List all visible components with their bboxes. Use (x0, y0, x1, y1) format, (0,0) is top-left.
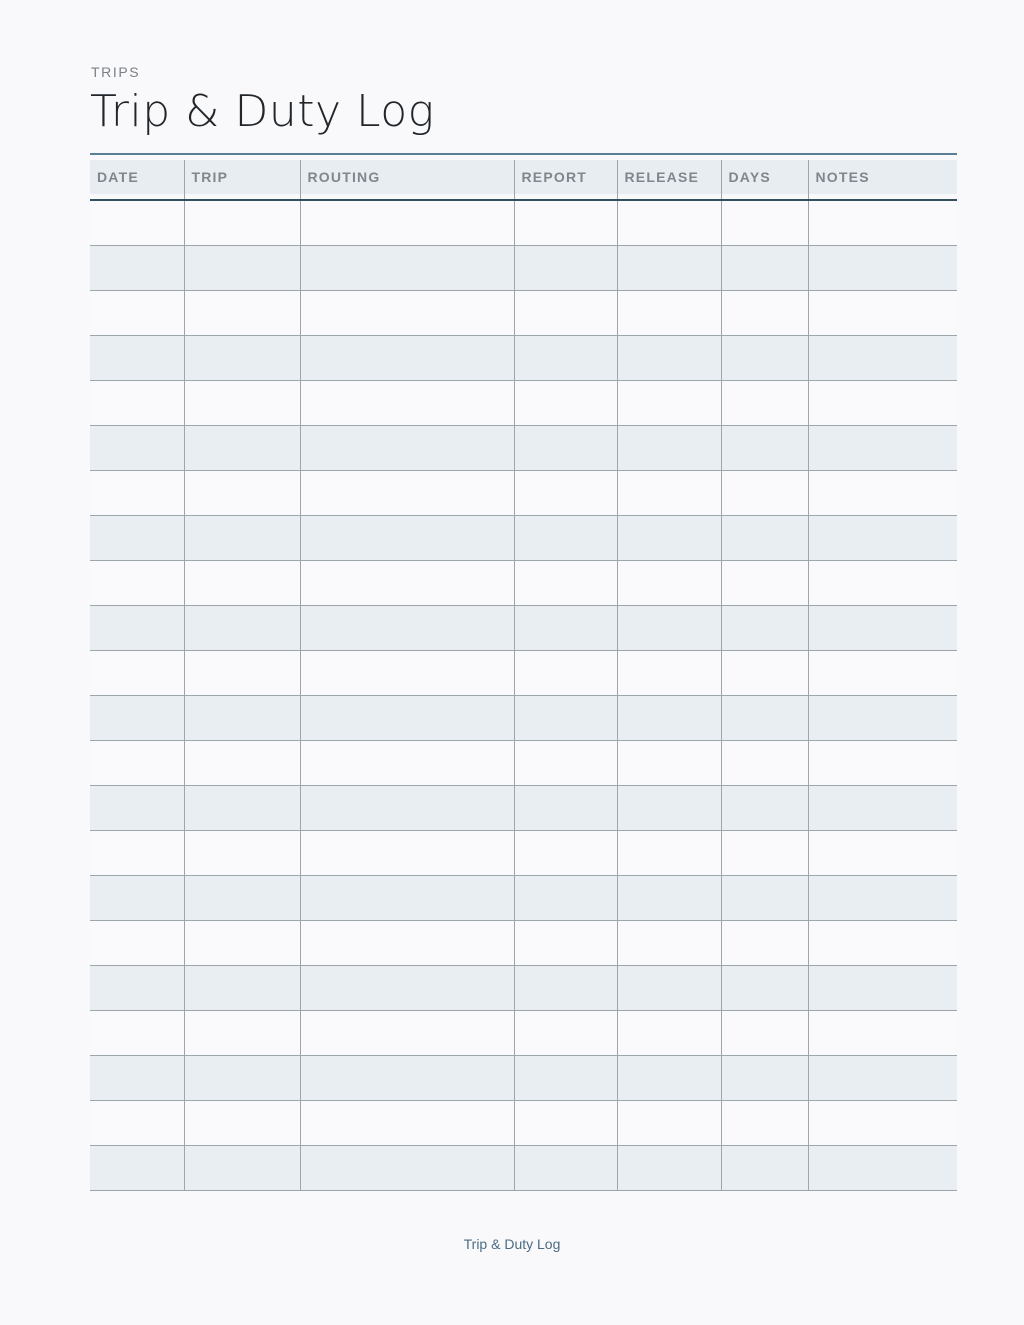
cell-days[interactable] (721, 696, 808, 741)
cell-days[interactable] (721, 426, 808, 471)
cell-notes[interactable] (808, 426, 957, 471)
table-row (90, 651, 957, 696)
table-row (90, 1056, 957, 1101)
cell-date[interactable] (90, 921, 184, 966)
cell-routing[interactable] (300, 200, 514, 246)
cell-notes[interactable] (808, 200, 957, 246)
cell-routing[interactable] (300, 966, 514, 1011)
cell-report[interactable] (514, 426, 617, 471)
cell-notes[interactable] (808, 1011, 957, 1056)
cell-report[interactable] (514, 291, 617, 336)
cell-date[interactable] (90, 831, 184, 876)
table-row (90, 876, 957, 921)
cell-date[interactable] (90, 561, 184, 606)
cell-days[interactable] (721, 651, 808, 696)
cell-notes[interactable] (808, 1101, 957, 1146)
column-header-routing: ROUTING (300, 160, 514, 194)
cell-report[interactable] (514, 561, 617, 606)
cell-routing[interactable] (300, 1101, 514, 1146)
cell-trip[interactable] (184, 381, 300, 426)
cell-report[interactable] (514, 1056, 617, 1101)
cell-notes[interactable] (808, 696, 957, 741)
cell-trip[interactable] (184, 291, 300, 336)
cell-date[interactable] (90, 246, 184, 291)
cell-days[interactable] (721, 516, 808, 561)
cell-trip[interactable] (184, 921, 300, 966)
trip-log-table (90, 160, 957, 1191)
cell-release[interactable] (617, 200, 721, 246)
cell-notes[interactable] (808, 741, 957, 786)
cell-days[interactable] (721, 1101, 808, 1146)
cell-routing[interactable] (300, 786, 514, 831)
cell-trip[interactable] (184, 876, 300, 921)
cell-days[interactable] (721, 831, 808, 876)
cell-days[interactable] (721, 1146, 808, 1191)
cell-report[interactable] (514, 966, 617, 1011)
cell-notes[interactable] (808, 291, 957, 336)
column-header-notes: NOTES (808, 160, 957, 194)
cell-notes[interactable] (808, 246, 957, 291)
cell-report[interactable] (514, 246, 617, 291)
table-row (90, 246, 957, 291)
title-divider (90, 153, 957, 155)
cell-release[interactable] (617, 1011, 721, 1056)
cell-days[interactable] (721, 921, 808, 966)
cell-routing[interactable] (300, 651, 514, 696)
cell-report[interactable] (514, 1146, 617, 1191)
table-header-row (90, 160, 957, 194)
cell-days[interactable] (721, 741, 808, 786)
cell-date[interactable] (90, 426, 184, 471)
cell-notes[interactable] (808, 1146, 957, 1191)
cell-days[interactable] (721, 381, 808, 426)
cell-trip[interactable] (184, 651, 300, 696)
cell-trip[interactable] (184, 516, 300, 561)
cell-routing[interactable] (300, 696, 514, 741)
cell-days[interactable] (721, 336, 808, 381)
cell-release[interactable] (617, 1056, 721, 1101)
cell-date[interactable] (90, 381, 184, 426)
table-row (90, 516, 957, 561)
cell-notes[interactable] (808, 831, 957, 876)
cell-trip[interactable] (184, 246, 300, 291)
cell-trip[interactable] (184, 741, 300, 786)
cell-release[interactable] (617, 651, 721, 696)
cell-trip[interactable] (184, 336, 300, 381)
cell-date[interactable] (90, 200, 184, 246)
cell-days[interactable] (721, 1056, 808, 1101)
cell-routing[interactable] (300, 471, 514, 516)
cell-date[interactable] (90, 651, 184, 696)
cell-notes[interactable] (808, 966, 957, 1011)
cell-trip[interactable] (184, 786, 300, 831)
cell-release[interactable] (617, 1146, 721, 1191)
cell-notes[interactable] (808, 876, 957, 921)
cell-days[interactable] (721, 561, 808, 606)
cell-release[interactable] (617, 471, 721, 516)
cell-trip[interactable] (184, 1101, 300, 1146)
table-row (90, 966, 957, 1011)
cell-report[interactable] (514, 696, 617, 741)
cell-trip[interactable] (184, 561, 300, 606)
table-row (90, 696, 957, 741)
cell-report[interactable] (514, 336, 617, 381)
cell-days[interactable] (721, 471, 808, 516)
cell-date[interactable] (90, 471, 184, 516)
cell-notes[interactable] (808, 606, 957, 651)
table-row (90, 336, 957, 381)
table-row (90, 786, 957, 831)
cell-date[interactable] (90, 516, 184, 561)
table-row (90, 831, 957, 876)
cell-days[interactable] (721, 200, 808, 246)
column-header-report: REPORT (514, 160, 617, 194)
page-footer: Trip & Duty Log (463, 1236, 561, 1252)
cell-notes[interactable] (808, 921, 957, 966)
cell-report[interactable] (514, 876, 617, 921)
section-label: TRIPS (91, 64, 141, 80)
cell-date[interactable] (90, 696, 184, 741)
cell-date[interactable] (90, 291, 184, 336)
table-row (90, 291, 957, 336)
cell-report[interactable] (514, 381, 617, 426)
table-body (90, 200, 957, 1191)
cell-routing[interactable] (300, 1056, 514, 1101)
table-row (90, 426, 957, 471)
cell-date[interactable] (90, 786, 184, 831)
cell-days[interactable] (721, 246, 808, 291)
cell-routing[interactable] (300, 516, 514, 561)
cell-trip[interactable] (184, 1011, 300, 1056)
table-row (90, 606, 957, 651)
cell-release[interactable] (617, 246, 721, 291)
cell-release[interactable] (617, 741, 721, 786)
column-header-release: RELEASE (617, 160, 721, 194)
cell-report[interactable] (514, 516, 617, 561)
cell-trip[interactable] (184, 696, 300, 741)
cell-release[interactable] (617, 291, 721, 336)
table-row (90, 561, 957, 606)
cell-date[interactable] (90, 1101, 184, 1146)
cell-trip[interactable] (184, 831, 300, 876)
cell-notes[interactable] (808, 1056, 957, 1101)
cell-notes[interactable] (808, 471, 957, 516)
cell-release[interactable] (617, 786, 721, 831)
cell-trip[interactable] (184, 606, 300, 651)
cell-release[interactable] (617, 426, 721, 471)
cell-routing[interactable] (300, 741, 514, 786)
cell-date[interactable] (90, 1056, 184, 1101)
cell-report[interactable] (514, 651, 617, 696)
cell-notes[interactable] (808, 786, 957, 831)
cell-routing[interactable] (300, 1011, 514, 1056)
cell-routing[interactable] (300, 246, 514, 291)
cell-days[interactable] (721, 1011, 808, 1056)
cell-routing[interactable] (300, 831, 514, 876)
cell-trip[interactable] (184, 200, 300, 246)
cell-date[interactable] (90, 336, 184, 381)
cell-routing[interactable] (300, 291, 514, 336)
cell-date[interactable] (90, 876, 184, 921)
cell-notes[interactable] (808, 336, 957, 381)
cell-routing[interactable] (300, 876, 514, 921)
cell-release[interactable] (617, 336, 721, 381)
cell-report[interactable] (514, 741, 617, 786)
cell-date[interactable] (90, 1011, 184, 1056)
cell-release[interactable] (617, 696, 721, 741)
cell-release[interactable] (617, 561, 721, 606)
table-row (90, 200, 957, 246)
cell-trip[interactable] (184, 471, 300, 516)
cell-days[interactable] (721, 291, 808, 336)
cell-release[interactable] (617, 381, 721, 426)
table-row (90, 471, 957, 516)
page-title: Trip & Duty Log (90, 86, 435, 137)
column-header-trip: TRIP (184, 160, 300, 194)
cell-release[interactable] (617, 831, 721, 876)
table-row (90, 381, 957, 426)
cell-date[interactable] (90, 606, 184, 651)
table-row (90, 1011, 957, 1056)
table-row (90, 1146, 957, 1191)
cell-routing[interactable] (300, 561, 514, 606)
cell-notes[interactable] (808, 651, 957, 696)
cell-days[interactable] (721, 786, 808, 831)
cell-date[interactable] (90, 741, 184, 786)
table-row (90, 741, 957, 786)
cell-report[interactable] (514, 606, 617, 651)
cell-release[interactable] (617, 966, 721, 1011)
cell-trip[interactable] (184, 966, 300, 1011)
cell-days[interactable] (721, 966, 808, 1011)
cell-routing[interactable] (300, 426, 514, 471)
cell-report[interactable] (514, 831, 617, 876)
cell-release[interactable] (617, 876, 721, 921)
column-header-date: DATE (90, 160, 184, 194)
cell-notes[interactable] (808, 516, 957, 561)
cell-notes[interactable] (808, 381, 957, 426)
cell-report[interactable] (514, 200, 617, 246)
cell-trip[interactable] (184, 1056, 300, 1101)
column-header-days: DAYS (721, 160, 808, 194)
cell-date[interactable] (90, 1146, 184, 1191)
cell-date[interactable] (90, 966, 184, 1011)
log-page (90, 0, 957, 1325)
cell-routing[interactable] (300, 381, 514, 426)
cell-report[interactable] (514, 471, 617, 516)
cell-release[interactable] (617, 606, 721, 651)
cell-routing[interactable] (300, 606, 514, 651)
cell-report[interactable] (514, 921, 617, 966)
cell-trip[interactable] (184, 1146, 300, 1191)
cell-trip[interactable] (184, 426, 300, 471)
cell-release[interactable] (617, 921, 721, 966)
cell-report[interactable] (514, 786, 617, 831)
cell-report[interactable] (514, 1101, 617, 1146)
cell-days[interactable] (721, 606, 808, 651)
cell-routing[interactable] (300, 1146, 514, 1191)
cell-routing[interactable] (300, 921, 514, 966)
cell-routing[interactable] (300, 336, 514, 381)
cell-days[interactable] (721, 876, 808, 921)
cell-release[interactable] (617, 516, 721, 561)
table-row (90, 1101, 957, 1146)
cell-report[interactable] (514, 1011, 617, 1056)
table-row (90, 921, 957, 966)
cell-notes[interactable] (808, 561, 957, 606)
cell-release[interactable] (617, 1101, 721, 1146)
